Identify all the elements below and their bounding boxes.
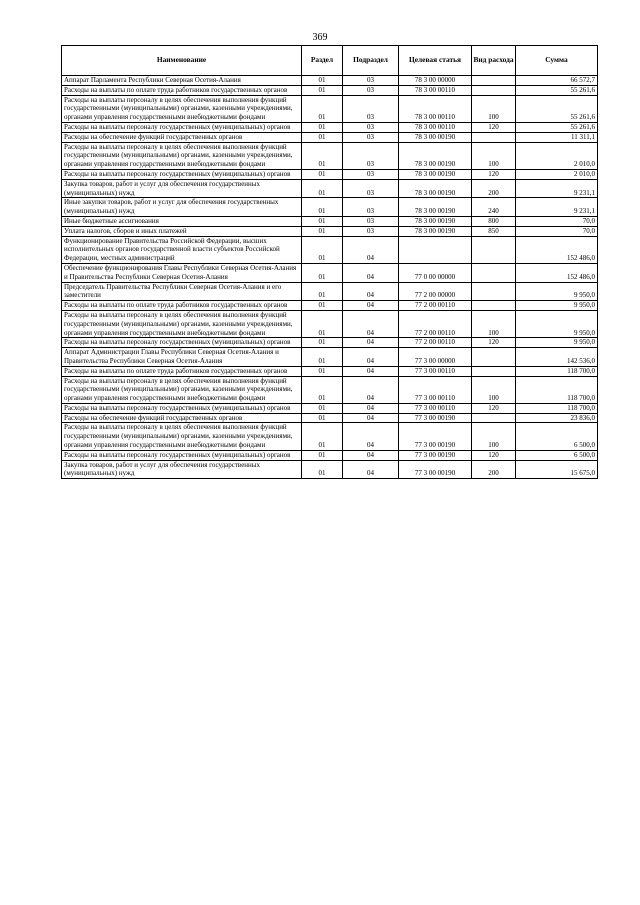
cell-target: 77 3 00 00190 (399, 413, 472, 423)
cell-subsection: 04 (343, 450, 399, 460)
cell-sum: 118 700,0 (516, 376, 598, 403)
cell-target: 78 3 00 00190 (399, 142, 472, 169)
cell-section: 01 (302, 403, 343, 413)
cell-expense (472, 132, 516, 142)
cell-expense: 100 (472, 95, 516, 122)
table-row (62, 169, 598, 179)
cell-section: 01 (302, 95, 343, 122)
cell-subsection: 04 (343, 403, 399, 413)
table-row (62, 310, 598, 337)
cell-section: 01 (302, 226, 343, 236)
page-number: 369 (312, 32, 328, 43)
cell-section: 01 (302, 338, 343, 348)
table-row (62, 76, 598, 86)
cell-section: 01 (302, 450, 343, 460)
cell-name: Закупка товаров, работ и услуг для обеспечения государственных (муниципальных) нужд (62, 460, 302, 479)
cell-target: 78 3 00 00190 (399, 179, 472, 198)
cell-expense (472, 301, 516, 311)
cell-sum: 70,0 (516, 226, 598, 236)
cell-name: Иные бюджетные ассигнования (62, 216, 302, 226)
cell-sum: 70,0 (516, 216, 598, 226)
cell-sum: 9 950,0 (516, 310, 598, 337)
table-row (62, 366, 598, 376)
table-row (62, 122, 598, 132)
cell-expense: 100 (472, 376, 516, 403)
cell-section: 01 (302, 263, 343, 282)
cell-section: 01 (302, 376, 343, 403)
cell-subsection: 03 (343, 179, 399, 198)
cell-sum: 6 500,0 (516, 423, 598, 450)
cell-name: Расходы на выплаты персоналу в целях обеспечения выполнения функций государственными (муниципальными) органами, казенными учреждениями, органами управления государственными внебюджетными фондами (62, 376, 302, 403)
cell-subsection: 04 (343, 338, 399, 348)
cell-section: 01 (302, 282, 343, 301)
cell-section: 01 (302, 85, 343, 95)
cell-sum: 23 836,0 (516, 413, 598, 423)
cell-expense: 100 (472, 423, 516, 450)
cell-subsection: 03 (343, 216, 399, 226)
cell-expense: 120 (472, 450, 516, 460)
table-body (62, 76, 598, 479)
cell-section: 01 (302, 169, 343, 179)
cell-subsection: 03 (343, 132, 399, 142)
cell-expense (472, 76, 516, 86)
cell-target: 78 3 00 00190 (399, 169, 472, 179)
cell-section: 01 (302, 142, 343, 169)
table-row (62, 403, 598, 413)
cell-target: 78 3 00 00110 (399, 85, 472, 95)
cell-sum: 55 261,6 (516, 85, 598, 95)
cell-section: 01 (302, 423, 343, 450)
cell-name: Расходы на выплаты персоналу государственных (муниципальных) органов (62, 403, 302, 413)
cell-name: Расходы на выплаты по оплате труда работников государственных органов (62, 301, 302, 311)
table-row (62, 460, 598, 479)
cell-sum: 9 231,1 (516, 179, 598, 198)
header-expense: Вид расхода (472, 46, 516, 76)
cell-subsection: 03 (343, 95, 399, 122)
cell-subsection: 03 (343, 198, 399, 217)
cell-section: 01 (302, 132, 343, 142)
cell-section: 01 (302, 310, 343, 337)
cell-sum: 9 950,0 (516, 301, 598, 311)
cell-target: 78 3 00 00190 (399, 226, 472, 236)
cell-target: 77 2 00 00110 (399, 310, 472, 337)
table-row (62, 216, 598, 226)
cell-target: 78 3 00 00110 (399, 122, 472, 132)
cell-name: Закупка товаров, работ и услуг для обеспечения государственных (муниципальных) нужд (62, 179, 302, 198)
cell-target: 77 3 00 00110 (399, 403, 472, 413)
cell-sum: 142 536,0 (516, 348, 598, 367)
cell-section: 01 (302, 122, 343, 132)
cell-expense (472, 282, 516, 301)
cell-sum: 6 500,0 (516, 450, 598, 460)
cell-target: 78 3 00 00190 (399, 198, 472, 217)
cell-target: 77 3 00 00190 (399, 460, 472, 479)
cell-section: 01 (302, 216, 343, 226)
cell-expense: 120 (472, 122, 516, 132)
header-name: Наименование (62, 46, 302, 76)
cell-sum: 55 261,6 (516, 95, 598, 122)
cell-section: 01 (302, 179, 343, 198)
header-target: Целевая статья (399, 46, 472, 76)
cell-expense (472, 413, 516, 423)
cell-subsection: 04 (343, 460, 399, 479)
cell-sum: 11 311,1 (516, 132, 598, 142)
cell-target: 77 2 00 00110 (399, 338, 472, 348)
cell-target: 78 3 00 00000 (399, 76, 472, 86)
cell-sum: 152 486,0 (516, 236, 598, 263)
cell-subsection: 04 (343, 376, 399, 403)
cell-subsection: 04 (343, 413, 399, 423)
cell-subsection: 04 (343, 423, 399, 450)
table-row (62, 132, 598, 142)
table-row (62, 198, 598, 217)
cell-name: Расходы на обеспечение функций государственных органов (62, 132, 302, 142)
cell-target: 77 3 00 00000 (399, 348, 472, 367)
cell-name: Расходы на выплаты персоналу в целях обеспечения выполнения функций государственными (муниципальными) органами, казенными учреждениями, органами управления государственными внебюджетными фондами (62, 310, 302, 337)
cell-target: 77 3 00 00110 (399, 376, 472, 403)
cell-subsection: 03 (343, 76, 399, 86)
cell-sum: 2 010,0 (516, 142, 598, 169)
cell-section: 01 (302, 366, 343, 376)
cell-subsection: 03 (343, 226, 399, 236)
cell-name: Иные закупки товаров, работ и услуг для обеспечения государственных (муниципальных) нужд (62, 198, 302, 217)
cell-section: 01 (302, 301, 343, 311)
cell-name: Аппарат Администрации Главы Республики Северная Осетия-Алания и Правительства Республики Северная Осетия-Алания (62, 348, 302, 367)
cell-name: Расходы на выплаты по оплате труда работников государственных органов (62, 366, 302, 376)
cell-expense: 800 (472, 216, 516, 226)
header-section: Раздел (302, 46, 343, 76)
cell-expense: 200 (472, 460, 516, 479)
cell-expense (472, 236, 516, 263)
cell-name: Расходы на выплаты персоналу в целях обеспечения выполнения функций государственными (муниципальными) органами, казенными учреждениями, органами управления государственными внебюджетными фондами (62, 142, 302, 169)
cell-target: 77 2 00 00110 (399, 301, 472, 311)
table-row (62, 236, 598, 263)
cell-name: Функционирование Правительства Российской Федерации, высших исполнительных органов государственной власти субъектов Российской Федерации, местных администраций (62, 236, 302, 263)
cell-name: Председатель Правительства Республики Северная Осетия-Алания и его заместители (62, 282, 302, 301)
cell-section: 01 (302, 460, 343, 479)
cell-sum: 152 486,0 (516, 263, 598, 282)
cell-subsection: 04 (343, 301, 399, 311)
cell-sum: 15 675,0 (516, 460, 598, 479)
cell-subsection: 04 (343, 348, 399, 367)
cell-expense: 850 (472, 226, 516, 236)
table-row (62, 142, 598, 169)
cell-target: 77 0 00 00000 (399, 263, 472, 282)
cell-name: Обеспечение функционирования Главы Республики Северная Осетия-Алания и Правительства Республики Северная Осетия-Алания (62, 263, 302, 282)
table-row (62, 95, 598, 122)
table-header-row (62, 46, 598, 76)
cell-expense: 120 (472, 403, 516, 413)
cell-sum: 55 261,6 (516, 122, 598, 132)
cell-name: Расходы на выплаты персоналу государственных (муниципальных) органов (62, 450, 302, 460)
cell-section: 01 (302, 236, 343, 263)
cell-expense (472, 348, 516, 367)
cell-name: Расходы на выплаты персоналу в целях обеспечения выполнения функций государственными (муниципальными) органами, казенными учреждениями, органами управления государственными внебюджетными фондами (62, 95, 302, 122)
cell-target: 78 3 00 00190 (399, 132, 472, 142)
cell-target: 77 3 00 00190 (399, 423, 472, 450)
cell-expense: 120 (472, 338, 516, 348)
cell-name: Уплата налогов, сборов и иных платежей (62, 226, 302, 236)
table-row (62, 282, 598, 301)
cell-sum: 118 700,0 (516, 403, 598, 413)
cell-target: 78 3 00 00190 (399, 216, 472, 226)
table-row (62, 348, 598, 367)
cell-subsection: 04 (343, 263, 399, 282)
table-row (62, 263, 598, 282)
cell-section: 01 (302, 76, 343, 86)
cell-name: Расходы на выплаты персоналу государственных (муниципальных) органов (62, 338, 302, 348)
table-row (62, 179, 598, 198)
table-row (62, 423, 598, 450)
table-row (62, 301, 598, 311)
cell-expense: 100 (472, 142, 516, 169)
cell-name: Аппарат Парламента Республики Северная Осетия-Алания (62, 76, 302, 86)
cell-subsection: 03 (343, 169, 399, 179)
cell-expense (472, 85, 516, 95)
cell-sum: 9 950,0 (516, 338, 598, 348)
cell-sum: 118 700,0 (516, 366, 598, 376)
cell-expense: 200 (472, 179, 516, 198)
table-row (62, 226, 598, 236)
cell-sum: 9 950,0 (516, 282, 598, 301)
cell-target: 78 3 00 00110 (399, 95, 472, 122)
cell-expense (472, 263, 516, 282)
cell-subsection: 04 (343, 366, 399, 376)
cell-name: Расходы на выплаты персоналу государственных (муниципальных) органов (62, 122, 302, 132)
cell-target: 77 2 00 00000 (399, 282, 472, 301)
cell-subsection: 04 (343, 310, 399, 337)
cell-sum: 9 231,1 (516, 198, 598, 217)
cell-name: Расходы на обеспечение функций государственных органов (62, 413, 302, 423)
cell-target: 77 3 00 00190 (399, 450, 472, 460)
cell-name: Расходы на выплаты персоналу в целях обеспечения выполнения функций государственными (муниципальными) органами, казенными учреждениями, органами управления государственными внебюджетными фондами (62, 423, 302, 450)
cell-subsection: 04 (343, 236, 399, 263)
cell-section: 01 (302, 413, 343, 423)
budget-table (61, 45, 598, 479)
cell-expense (472, 366, 516, 376)
cell-section: 01 (302, 198, 343, 217)
cell-expense: 100 (472, 310, 516, 337)
cell-subsection: 03 (343, 142, 399, 169)
table-row (62, 450, 598, 460)
cell-sum: 66 572,7 (516, 76, 598, 86)
table-row (62, 413, 598, 423)
header-sum: Сумма (516, 46, 598, 76)
cell-name: Расходы на выплаты персоналу государственных (муниципальных) органов (62, 169, 302, 179)
table-row (62, 85, 598, 95)
cell-sum: 2 010,0 (516, 169, 598, 179)
cell-expense: 120 (472, 169, 516, 179)
cell-expense: 240 (472, 198, 516, 217)
cell-subsection: 03 (343, 122, 399, 132)
cell-subsection: 03 (343, 85, 399, 95)
header-subsection: Подраздел (343, 46, 399, 76)
cell-section: 01 (302, 348, 343, 367)
table-row (62, 338, 598, 348)
cell-subsection: 04 (343, 282, 399, 301)
table-row (62, 376, 598, 403)
cell-target (399, 236, 472, 263)
cell-name: Расходы на выплаты по оплате труда работников государственных органов (62, 85, 302, 95)
cell-target: 77 3 00 00110 (399, 366, 472, 376)
